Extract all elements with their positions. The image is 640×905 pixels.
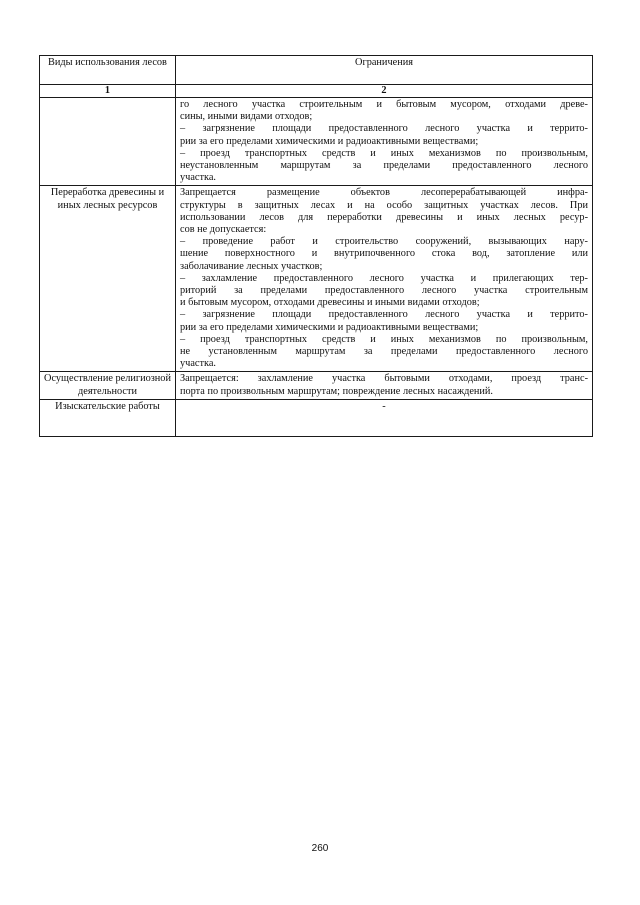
table-row bbox=[40, 186, 593, 372]
restriction-cell: - bbox=[176, 399, 593, 436]
restriction-cell bbox=[176, 186, 593, 372]
restriction-line: порта по произвольным маршрутам; повреждение лесных насаждений. bbox=[180, 385, 494, 397]
column-number-row bbox=[40, 85, 593, 98]
restriction-line: шение поверхностного и внутрипочвенного стока вод, затопление или bbox=[180, 248, 588, 260]
restriction-line: – проезд транспортных средств и иных механизмов по произвольным, bbox=[180, 333, 588, 345]
restriction-line: не установленным маршрутам за пределами предоставленного лесного bbox=[180, 346, 588, 358]
restriction-line: – проведение работ и строительство сооружений, вызывающих нару- bbox=[180, 236, 588, 248]
restriction-line: – захламление предоставленного лесного участка и прилегающих тер- bbox=[180, 272, 588, 284]
forest-use-restrictions-table bbox=[39, 55, 593, 437]
restriction-line: участка. bbox=[180, 358, 216, 370]
forest-use-cell: Изыскательские работы bbox=[40, 399, 176, 436]
column-number-2: 2 bbox=[176, 85, 593, 98]
restriction-line: – загрязнение площади предоставленного лесного участка и террито- bbox=[180, 123, 588, 135]
table-row bbox=[40, 372, 593, 399]
restriction-line: участка. bbox=[180, 172, 216, 184]
restriction-line: заболачивание лесных участков; bbox=[180, 260, 323, 272]
restriction-line: го лесного участка строительным и бытовым мусором, отходами древе- bbox=[180, 99, 588, 110]
restriction-line: структуры в защитных лесах и на особо защитных участках лесов. При bbox=[180, 199, 588, 211]
page-number: 260 bbox=[311, 843, 329, 854]
table-header-row bbox=[40, 56, 593, 85]
restriction-line: рии за его пределами химическими и радиоактивными веществами; bbox=[180, 135, 479, 147]
restriction-line: Запрещается: захламление участка бытовыми отходами, проезд транс- bbox=[180, 373, 588, 385]
restriction-line: использовании лесов для переработки древесины и иных лесных ресур- bbox=[180, 211, 588, 223]
restriction-line: – загрязнение площади предоставленного лесного участка и террито- bbox=[180, 309, 588, 321]
restriction-line: риторий за пределами предоставленного лесного участка строительным bbox=[180, 285, 588, 297]
restriction-line: – проезд транспортных средств и иных механизмов по произвольным, bbox=[180, 147, 588, 159]
forest-use-cell bbox=[40, 98, 176, 186]
restriction-line: рии за его пределами химическими и радиоактивными веществами; bbox=[180, 321, 479, 333]
table-row bbox=[40, 399, 593, 436]
header-forest-use-types: Виды использования лесов bbox=[40, 56, 176, 85]
header-restrictions: Ограничения bbox=[176, 56, 593, 85]
forest-use-cell: Осуществление религиозной деятельности bbox=[40, 372, 176, 399]
column-number-1: 1 bbox=[40, 85, 176, 98]
restriction-line: сов не допускается: bbox=[180, 224, 267, 236]
restriction-cell bbox=[176, 98, 593, 186]
restriction-cell bbox=[176, 372, 593, 399]
restriction-line: неустановленным маршрутам за пределами предоставленного лесного bbox=[180, 160, 588, 172]
restriction-line: Запрещается размещение объектов лесоперерабатывающей инфра- bbox=[180, 187, 588, 199]
restriction-line: сины, иными видами отходов; bbox=[180, 111, 313, 123]
forest-use-cell: Переработка древесины и иных лесных ресурсов bbox=[40, 186, 176, 372]
table-row bbox=[40, 98, 593, 186]
restriction-line: и бытовым мусором, отходами древесины и иными видами отходов; bbox=[180, 297, 480, 309]
